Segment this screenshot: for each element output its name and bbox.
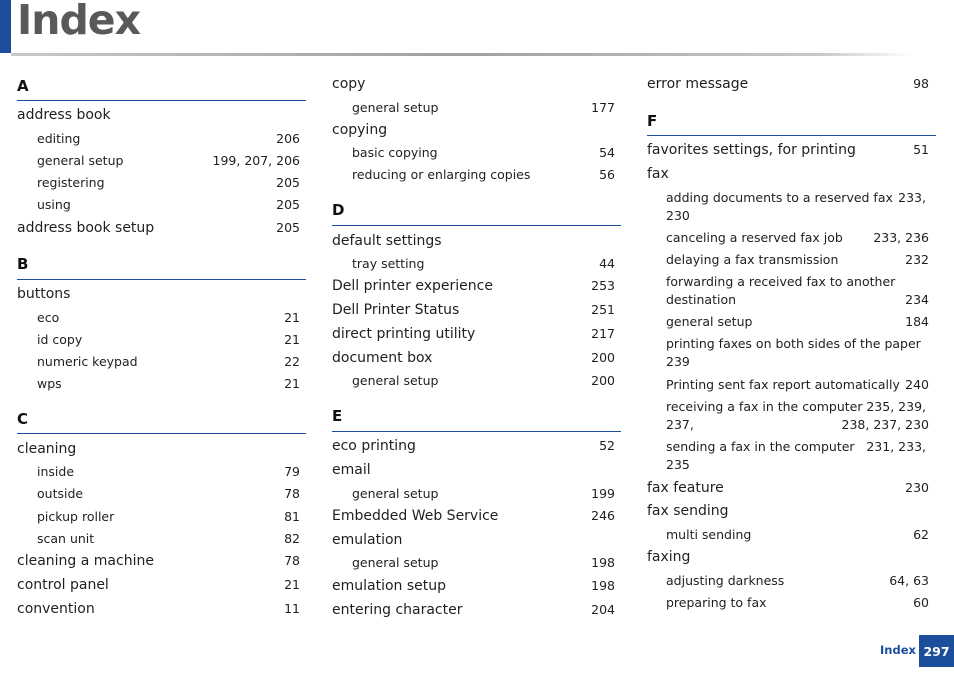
- page-ref[interactable]: 184: [905, 314, 929, 329]
- index-entry: address book: [17, 107, 111, 123]
- index-entry: emulation setup 198: [332, 578, 615, 594]
- section-rule-a: [17, 100, 306, 101]
- index-subentry: inside 79: [37, 464, 300, 479]
- page-ref[interactable]: 44: [599, 256, 615, 271]
- index-subentry: multi sending 62: [666, 527, 929, 542]
- page-ref[interactable]: 62: [913, 527, 929, 542]
- section-rule-e: [332, 431, 621, 432]
- page-ref[interactable]: 52: [599, 438, 615, 453]
- page-ref[interactable]: 82: [284, 531, 300, 546]
- index-subentry: tray setting 44: [352, 256, 615, 271]
- page-ref[interactable]: 51: [913, 142, 929, 157]
- page-ref[interactable]: 56: [599, 167, 615, 182]
- page-ref[interactable]: 251: [591, 302, 615, 317]
- index-subentry: numeric keypad 22: [37, 354, 300, 369]
- index-entry: favorites settings, for printing 51: [647, 142, 929, 158]
- page-ref[interactable]: 21: [284, 310, 300, 325]
- page-ref[interactable]: 253: [591, 278, 615, 293]
- page-ref[interactable]: 205: [276, 175, 300, 190]
- page-ref[interactable]: 60: [913, 595, 929, 610]
- page-ref[interactable]: 64, 63: [889, 573, 929, 588]
- section-rule-c: [17, 433, 306, 434]
- index-subentry: pickup roller 81: [37, 509, 300, 524]
- page-ref[interactable]: 204: [591, 602, 615, 617]
- page-ref[interactable]: 54: [599, 145, 615, 160]
- index-subentry: Printing sent fax report automatically 240: [666, 377, 929, 392]
- page-ref[interactable]: 233, 236: [873, 230, 929, 245]
- index-entry: default settings: [332, 233, 442, 249]
- index-subentry: using 205: [37, 197, 300, 212]
- section-letter-a: A: [17, 77, 29, 95]
- index-entry: fax sending: [647, 503, 729, 519]
- page-ref[interactable]: 239: [666, 354, 690, 369]
- index-entry: fax feature 230: [647, 480, 929, 496]
- page-ref[interactable]: 199, 207, 206: [212, 153, 300, 168]
- section-letter-f: F: [647, 112, 658, 130]
- page-ref[interactable]: 177: [591, 100, 615, 115]
- index-subentry: general setup 199: [352, 486, 615, 501]
- index-subentry: canceling a reserved fax job 233, 236: [666, 230, 929, 245]
- index-subentry: adding documents to a reserved fax 233,: [666, 190, 926, 205]
- index-subentry: outside 78: [37, 486, 300, 501]
- index-subentry: reducing or enlarging copies 56: [352, 167, 615, 182]
- index-entry: emulation: [332, 532, 403, 548]
- index-subentry: basic copying 54: [352, 145, 615, 160]
- page-ref[interactable]: 79: [284, 464, 300, 479]
- index-entry: eco printing 52: [332, 438, 615, 454]
- index-subentry: delaying a fax transmission 232: [666, 252, 929, 267]
- index-subentry-continued: [666, 208, 929, 223]
- index-subentry-continued: destination 234: [666, 292, 929, 307]
- page-ref[interactable]: 199: [591, 486, 615, 501]
- index-subentry: id copy 21: [37, 332, 300, 347]
- footer-section-label: Index: [880, 643, 916, 657]
- index-entry: address book setup 205: [17, 220, 300, 236]
- index-subentry: preparing to fax 60: [666, 595, 929, 610]
- page-ref[interactable]: 205: [276, 220, 300, 235]
- index-subentry: general setup 198: [352, 555, 615, 570]
- page-ref[interactable]: 205: [276, 197, 300, 212]
- page-ref[interactable]: 235: [666, 457, 690, 472]
- index-subentry: sending a fax in the computer 231, 233,: [666, 439, 926, 454]
- section-letter-d: D: [332, 201, 345, 219]
- page-ref[interactable]: 230: [905, 480, 929, 495]
- page-ref[interactable]: 237,: [666, 417, 694, 432]
- page-ref[interactable]: 81: [284, 509, 300, 524]
- section-rule-d: [332, 225, 621, 226]
- page-ref[interactable]: 22: [284, 354, 300, 369]
- page-ref[interactable]: 240: [905, 377, 929, 392]
- index-subentry-continued: [666, 457, 929, 472]
- index-subentry: general setup 199, 207, 206: [37, 153, 300, 168]
- page-ref[interactable]: 217: [591, 326, 615, 341]
- index-subentry: adjusting darkness 64, 63: [666, 573, 929, 588]
- index-entry: cleaning: [17, 441, 77, 457]
- index-subentry: general setup 184: [666, 314, 929, 329]
- index-subentry: printing faxes on both sides of the paper: [666, 336, 921, 351]
- index-entry: copying: [332, 122, 388, 138]
- header-accent-bar: [0, 0, 11, 53]
- page-ref[interactable]: 21: [284, 577, 300, 592]
- page-ref[interactable]: 232: [905, 252, 929, 267]
- index-subentry: eco 21: [37, 310, 300, 325]
- index-entry: cleaning a machine 78: [17, 553, 300, 569]
- page-ref[interactable]: 231, 233,: [866, 439, 926, 454]
- index-entry: faxing: [647, 549, 691, 565]
- section-letter-e: E: [332, 407, 343, 425]
- index-entry: entering character 204: [332, 602, 615, 618]
- page-ref[interactable]: 233,: [898, 190, 926, 205]
- page-ref[interactable]: 234: [905, 292, 929, 307]
- page-ref[interactable]: 206: [276, 131, 300, 146]
- index-entry: Dell printer experience 253: [332, 278, 615, 294]
- page-ref[interactable]: 21: [284, 376, 300, 391]
- section-letter-b: B: [17, 255, 29, 273]
- index-subentry: scan unit 82: [37, 531, 300, 546]
- index-entry: copy: [332, 76, 366, 92]
- page-ref[interactable]: 78: [284, 486, 300, 501]
- index-subentry: receiving a fax in the computer 235, 239,: [666, 399, 926, 414]
- index-entry: email: [332, 462, 371, 478]
- page-ref[interactable]: 230: [666, 208, 690, 223]
- index-subentry: general setup 200: [352, 373, 615, 388]
- index-subentry-continued: [666, 354, 929, 369]
- section-letter-c: C: [17, 410, 29, 428]
- page-ref[interactable]: 98: [913, 76, 929, 91]
- index-subentry: registering 205: [37, 175, 300, 190]
- index-entry: direct printing utility 217: [332, 326, 615, 342]
- index-subentry-continued: [666, 417, 929, 432]
- index-subentry: wps 21: [37, 376, 300, 391]
- index-entry: convention 11: [17, 601, 300, 617]
- index-entry: fax: [647, 166, 669, 182]
- index-entry: document box 200: [332, 350, 615, 366]
- page-ref[interactable]: 11: [284, 601, 300, 616]
- page-ref[interactable]: 238, 237, 230: [841, 417, 929, 432]
- section-rule-f: [647, 135, 936, 136]
- page-number: 297: [919, 635, 954, 667]
- index-subentry: editing 206: [37, 131, 300, 146]
- page-ref[interactable]: 78: [284, 553, 300, 568]
- title-divider: [11, 53, 911, 56]
- page-ref[interactable]: 246: [591, 508, 615, 523]
- index-entry: Embedded Web Service 246: [332, 508, 615, 524]
- page-ref[interactable]: 198: [591, 555, 615, 570]
- page-ref[interactable]: 200: [591, 350, 615, 365]
- page-ref[interactable]: 235, 239,: [866, 399, 926, 414]
- index-subentry: general setup 177: [352, 100, 615, 115]
- page-title: Index: [17, 0, 141, 44]
- page-ref[interactable]: 198: [591, 578, 615, 593]
- index-entry: error message 98: [647, 76, 929, 92]
- page-ref[interactable]: 21: [284, 332, 300, 347]
- index-entry: Dell Printer Status 251: [332, 302, 615, 318]
- index-entry: buttons: [17, 286, 71, 302]
- index-entry: control panel 21: [17, 577, 300, 593]
- page-ref[interactable]: 200: [591, 373, 615, 388]
- section-rule-b: [17, 279, 306, 280]
- index-subentry: forwarding a received fax to another: [666, 274, 896, 289]
